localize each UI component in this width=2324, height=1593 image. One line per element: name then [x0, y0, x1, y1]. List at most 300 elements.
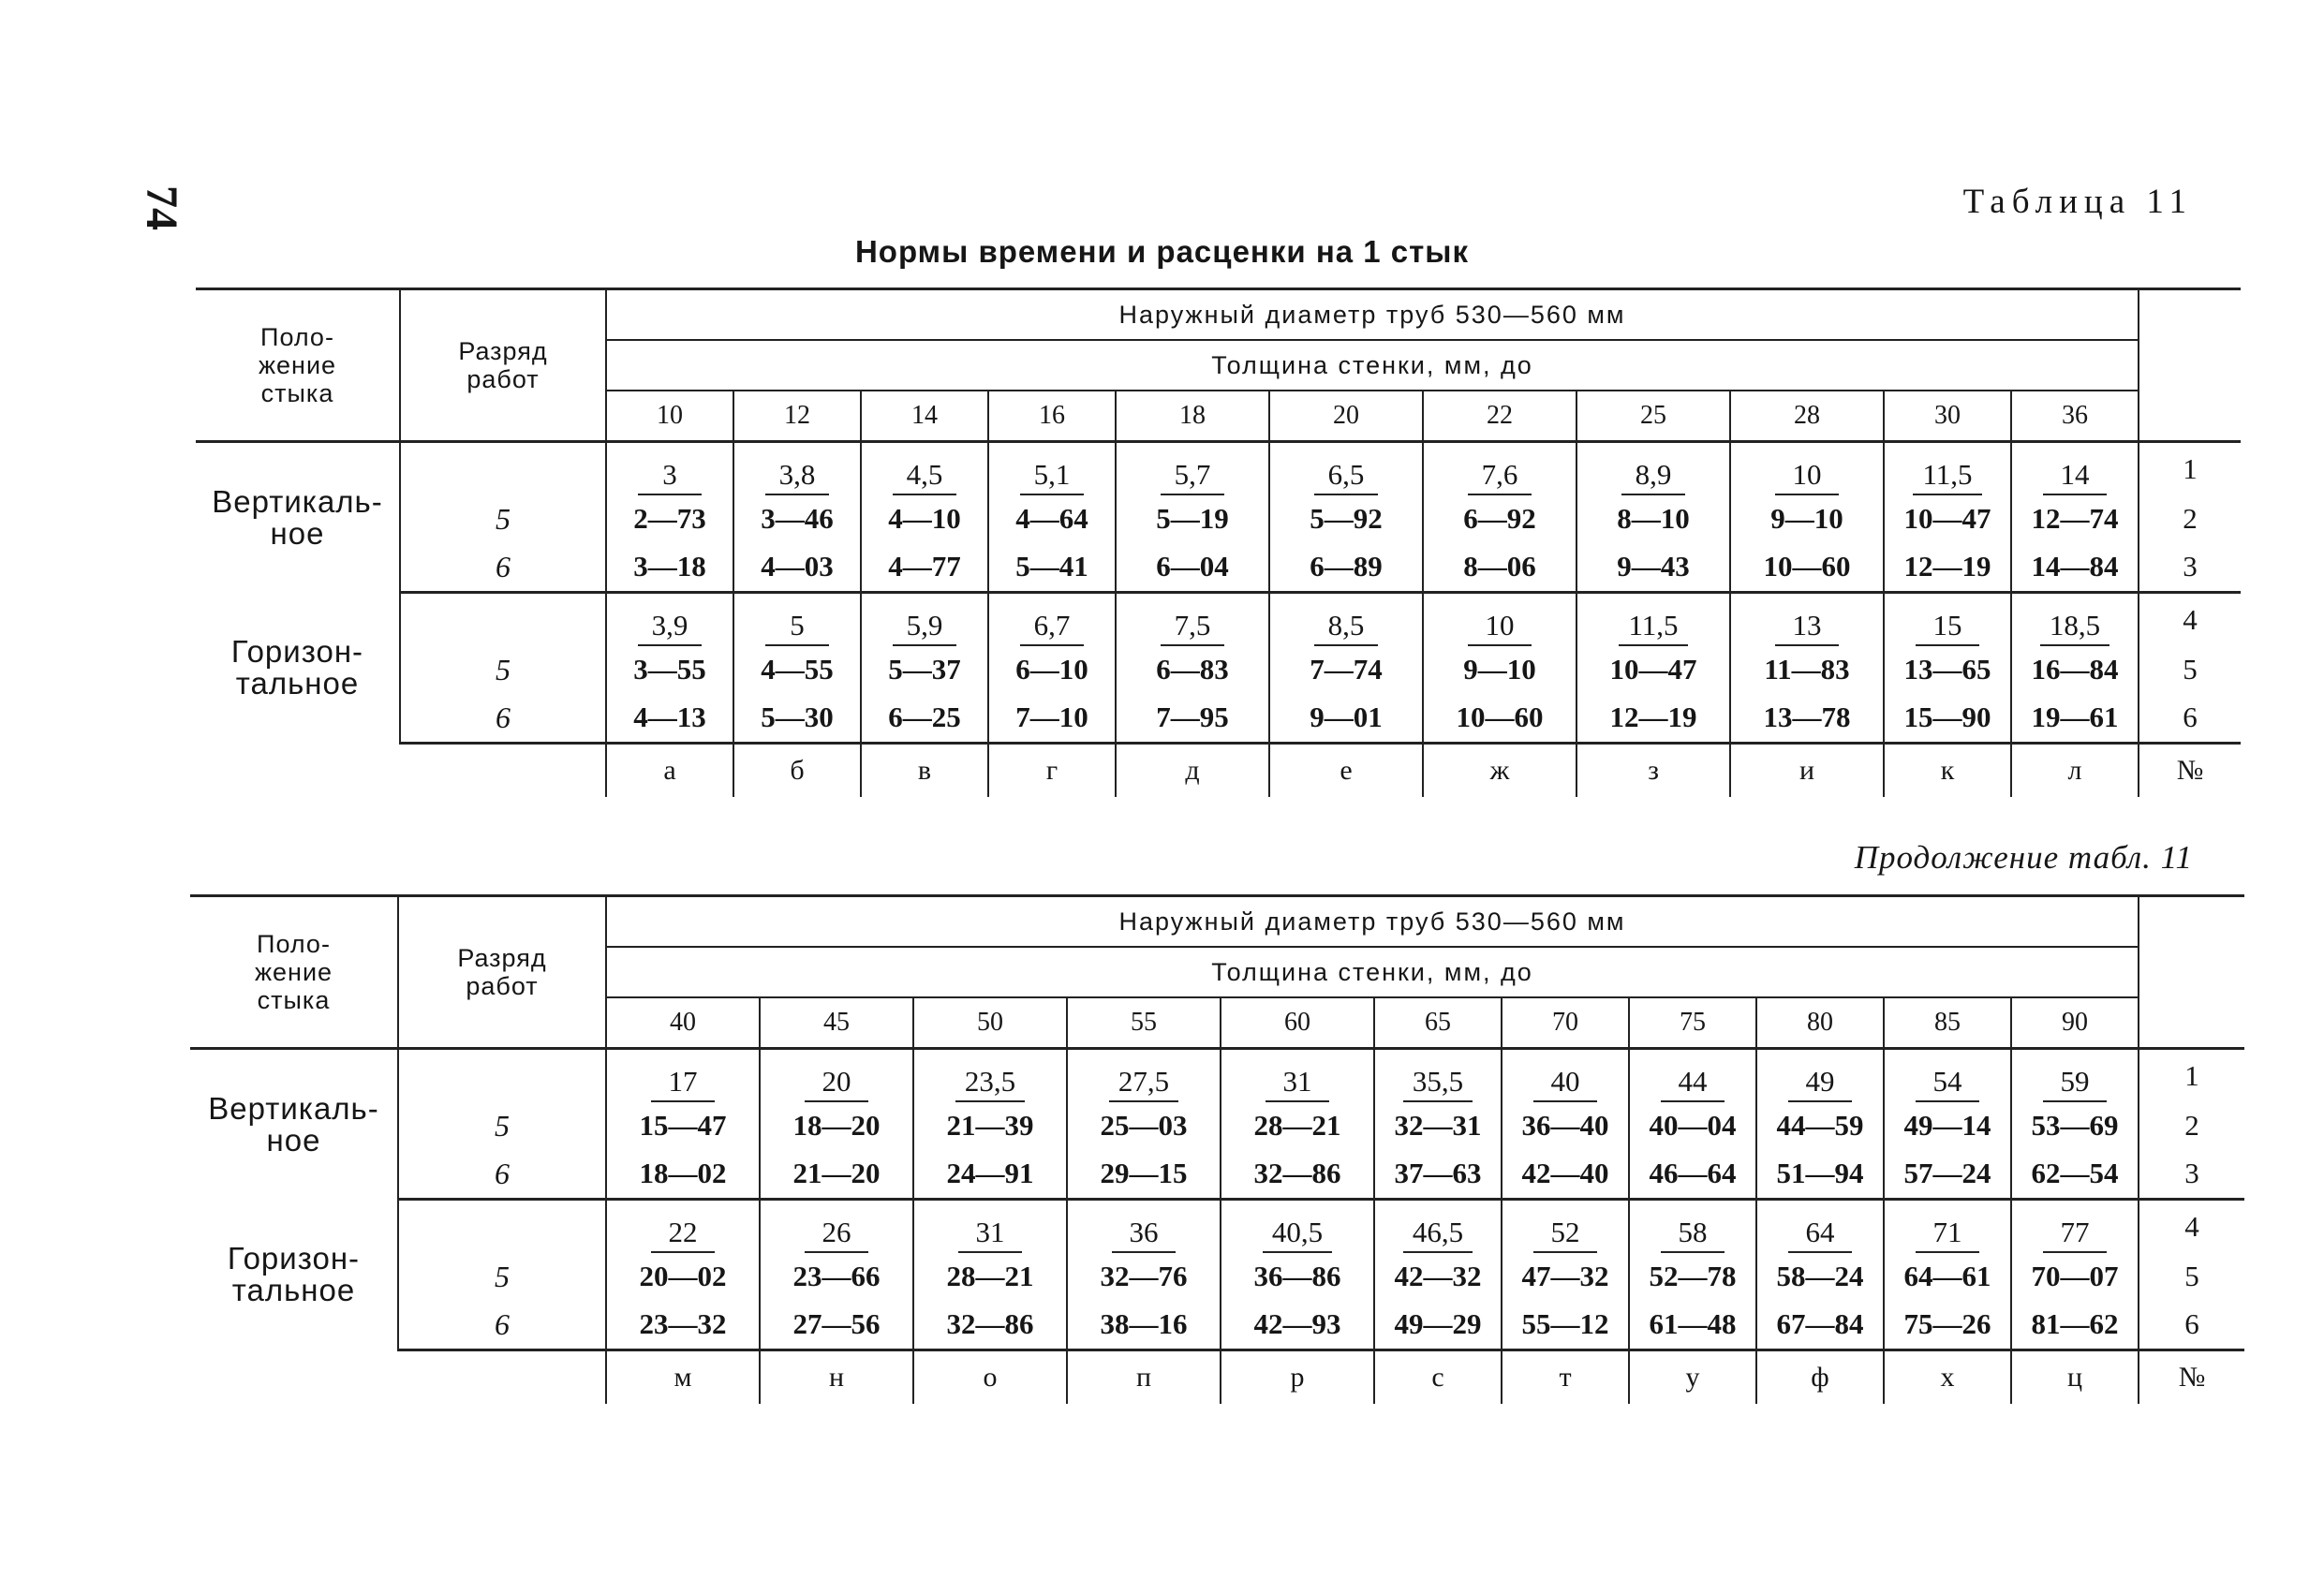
position-label-line: тальное — [231, 1273, 356, 1307]
rate-cell: 6—10 — [988, 646, 1116, 693]
rate-cell: 49—14 — [1884, 1102, 2011, 1149]
position-label-line: тальное — [235, 666, 360, 701]
rate-cell: 21—39 — [913, 1102, 1067, 1149]
column-letter: б — [733, 744, 861, 798]
thickness-value: 36 — [2011, 391, 2139, 442]
page-title: Нормы времени и расценки на 1 стык — [854, 234, 1470, 269]
rate-cell: 18—20 — [760, 1102, 913, 1149]
time-norm-value: 40 — [1533, 1065, 1597, 1102]
position-label-line: Вертикаль- — [212, 483, 383, 519]
time-norm-value: 3,8 — [765, 458, 829, 495]
time-norm-cell — [1423, 593, 1576, 647]
data-row-horizontal-rate5 — [196, 646, 2241, 693]
time-norm-cell — [1116, 442, 1269, 496]
time-norm-cell — [1269, 593, 1423, 647]
rate-cell: 7—95 — [1116, 693, 1269, 744]
time-norm-value: 31 — [958, 1216, 1022, 1253]
rank-header — [400, 289, 606, 442]
thickness-value: 85 — [1884, 997, 2011, 1049]
time-norm-cell — [913, 1049, 1067, 1103]
column-letter: н — [760, 1350, 913, 1405]
time-norm-value: 10 — [1775, 458, 1839, 495]
time-norm-cell — [2011, 442, 2139, 496]
row-number: 3 — [2139, 542, 2241, 593]
row-number: 1 — [2139, 442, 2241, 496]
time-norm-value: 17 — [651, 1065, 715, 1102]
rank-value: 5 — [398, 1102, 606, 1149]
thickness-value: 50 — [913, 997, 1067, 1049]
time-norm-cell — [760, 1200, 913, 1254]
thickness-value: 80 — [1756, 997, 1884, 1049]
thickness-value: 40 — [606, 997, 760, 1049]
thickness-value: 18 — [1116, 391, 1269, 442]
rate-cell: 4—55 — [733, 646, 861, 693]
letters-blank — [196, 744, 606, 798]
thickness-value: 45 — [760, 997, 913, 1049]
time-norm-value: 7,6 — [1468, 458, 1532, 495]
row-number-label: № — [2139, 744, 2241, 798]
data-row-horizontal-rate6 — [190, 1300, 2244, 1350]
rate-cell: 18—02 — [606, 1149, 760, 1200]
page-number: 74 — [137, 185, 186, 230]
row-number: 3 — [2139, 1149, 2244, 1200]
rate-cell: 28—21 — [1221, 1102, 1374, 1149]
rate-cell: 32—86 — [1221, 1149, 1374, 1200]
time-norm-cell — [1116, 593, 1269, 647]
thickness-value: 14 — [861, 391, 988, 442]
time-norm-cell — [2011, 1200, 2139, 1254]
time-norm-cell — [861, 593, 988, 647]
time-norm-value: 5 — [765, 609, 829, 646]
column-letter: у — [1629, 1350, 1756, 1405]
data-row-horizontal-rate5 — [190, 1253, 2244, 1300]
time-norm-value: 27,5 — [1109, 1065, 1178, 1102]
time-norm-value: 10 — [1468, 609, 1532, 646]
rate-cell: 13—65 — [1884, 646, 2011, 693]
thickness-value: 70 — [1502, 997, 1629, 1049]
time-norm-value: 35,5 — [1403, 1065, 1473, 1102]
rank-value: 6 — [398, 1300, 606, 1350]
rate-cell: 58—24 — [1756, 1253, 1884, 1300]
rate-cell: 32—31 — [1374, 1102, 1502, 1149]
time-norm-value: 40,5 — [1263, 1216, 1332, 1253]
position-header-line: жение — [258, 351, 337, 379]
column-letter: р — [1221, 1350, 1374, 1405]
time-norm-value: 71 — [1916, 1216, 1979, 1253]
time-norm-cell — [1576, 593, 1730, 647]
rate-cell: 81—62 — [2011, 1300, 2139, 1350]
position-header-line: стыка — [260, 379, 334, 407]
time-norm-value: 23,5 — [955, 1065, 1025, 1102]
time-norm-cell — [733, 593, 861, 647]
rate-cell: 2—73 — [606, 495, 733, 542]
rate-cell: 5—41 — [988, 542, 1116, 593]
rate-cell: 10—47 — [1576, 646, 1730, 693]
rate-cell: 10—47 — [1884, 495, 2011, 542]
time-norm-value: 64 — [1788, 1216, 1852, 1253]
position-label-line: ное — [266, 1122, 321, 1158]
rate-cell: 40—04 — [1629, 1102, 1756, 1149]
rate-cell: 12—19 — [1576, 693, 1730, 744]
rate-cell: 32—76 — [1067, 1253, 1221, 1300]
column-letter-row — [196, 744, 2241, 798]
rate-cell: 5—37 — [861, 646, 988, 693]
time-norm-value: 52 — [1533, 1216, 1597, 1253]
row-number: 6 — [2139, 693, 2241, 744]
letters-blank — [190, 1350, 606, 1405]
rate-cell: 8—10 — [1576, 495, 1730, 542]
thickness-value: 65 — [1374, 997, 1502, 1049]
time-norm-cell — [1067, 1200, 1221, 1254]
time-norm-cell — [1884, 1200, 2011, 1254]
time-norm-value: 5,9 — [893, 609, 956, 646]
rate-cell: 16—84 — [2011, 646, 2139, 693]
rate-cell: 11—83 — [1730, 646, 1884, 693]
rate-cell: 10—60 — [1423, 693, 1576, 744]
rate-cell: 10—60 — [1730, 542, 1884, 593]
time-norm-cell — [606, 593, 733, 647]
rate-cell: 5—92 — [1269, 495, 1423, 542]
column-letter: т — [1502, 1350, 1629, 1405]
time-norm-cell — [913, 1200, 1067, 1254]
time-norm-cell — [2011, 1049, 2139, 1103]
rate-cell: 3—55 — [606, 646, 733, 693]
column-letter: в — [861, 744, 988, 798]
rank-value — [398, 1049, 606, 1103]
position-header-line: стыка — [257, 986, 331, 1014]
time-norm-value: 59 — [2043, 1065, 2107, 1102]
rank-value: 6 — [400, 542, 606, 593]
time-norm-cell — [760, 1049, 913, 1103]
rate-cell: 5—19 — [1116, 495, 1269, 542]
time-norm-value: 36 — [1112, 1216, 1176, 1253]
time-norm-cell — [1756, 1200, 1884, 1254]
rank-header-line: работ — [466, 972, 539, 1000]
thickness-value: 30 — [1884, 391, 2011, 442]
header-row-diameter — [190, 896, 2244, 948]
thickness-value: 12 — [733, 391, 861, 442]
rate-cell: 47—32 — [1502, 1253, 1629, 1300]
position-label-horizontal — [190, 1200, 398, 1350]
column-letter: д — [1116, 744, 1269, 798]
position-header-line: Поло- — [260, 323, 334, 351]
row-number: 4 — [2139, 1200, 2244, 1254]
rate-cell: 9—01 — [1269, 693, 1423, 744]
column-letter: х — [1884, 1350, 2011, 1405]
time-norm-cell — [1730, 593, 1884, 647]
rate-cell: 7—74 — [1269, 646, 1423, 693]
time-norm-value: 46,5 — [1403, 1216, 1473, 1253]
rate-cell: 13—78 — [1730, 693, 1884, 744]
thickness-value: 25 — [1576, 391, 1730, 442]
row-number: 2 — [2139, 495, 2241, 542]
column-letter-row — [190, 1350, 2244, 1405]
row-number-label: № — [2139, 1350, 2244, 1405]
position-header — [196, 289, 400, 442]
time-norm-cell — [1884, 593, 2011, 647]
rate-cell: 27—56 — [760, 1300, 913, 1350]
time-norm-cell — [2011, 593, 2139, 647]
norms-table-1 — [196, 288, 2241, 797]
time-norm-value: 11,5 — [1619, 609, 1687, 646]
data-row-vertical-norm — [190, 1049, 2244, 1103]
time-norm-cell — [1374, 1049, 1502, 1103]
data-row-vertical-norm — [196, 442, 2241, 496]
time-norm-value: 58 — [1661, 1216, 1724, 1253]
time-norm-cell — [1374, 1200, 1502, 1254]
rate-cell: 37—63 — [1374, 1149, 1502, 1200]
time-norm-value: 77 — [2043, 1216, 2107, 1253]
column-letter: г — [988, 744, 1116, 798]
time-norm-value: 5,1 — [1020, 458, 1084, 495]
rate-cell: 42—32 — [1374, 1253, 1502, 1300]
column-letter: л — [2011, 744, 2139, 798]
time-norm-value: 18,5 — [2040, 609, 2109, 646]
rate-cell: 23—66 — [760, 1253, 913, 1300]
data-row-vertical-rate6 — [196, 542, 2241, 593]
time-norm-value: 26 — [805, 1216, 868, 1253]
rate-cell: 9—43 — [1576, 542, 1730, 593]
time-norm-value: 15 — [1916, 609, 1979, 646]
rate-cell: 51—94 — [1756, 1149, 1884, 1200]
row-number: 4 — [2139, 593, 2241, 647]
rate-cell: 4—77 — [861, 542, 988, 593]
time-norm-cell — [1730, 442, 1884, 496]
rate-cell: 62—54 — [2011, 1149, 2139, 1200]
time-norm-cell — [1576, 442, 1730, 496]
rate-cell: 12—19 — [1884, 542, 2011, 593]
position-header — [190, 896, 398, 1049]
rate-cell: 67—84 — [1756, 1300, 1884, 1350]
rate-cell: 6—92 — [1423, 495, 1576, 542]
time-norm-cell — [1269, 442, 1423, 496]
rate-cell: 5—30 — [733, 693, 861, 744]
time-norm-value: 6,7 — [1020, 609, 1084, 646]
rank-header-line: Разряд — [458, 337, 548, 365]
column-letter: и — [1730, 744, 1884, 798]
data-row-vertical-rate5 — [196, 495, 2241, 542]
diameter-header: Наружный диаметр труб 530—560 мм — [606, 289, 2139, 341]
rate-cell: 44—59 — [1756, 1102, 1884, 1149]
time-norm-cell — [1502, 1200, 1629, 1254]
position-label-line: ное — [270, 515, 325, 551]
column-letter: к — [1884, 744, 2011, 798]
time-norm-value: 20 — [805, 1065, 868, 1102]
rate-cell: 64—61 — [1884, 1253, 2011, 1300]
position-label-line: Горизон- — [230, 634, 364, 669]
column-letter: о — [913, 1350, 1067, 1405]
time-norm-cell — [1502, 1049, 1629, 1103]
rate-cell: 8—06 — [1423, 542, 1576, 593]
time-norm-cell — [733, 442, 861, 496]
rate-cell: 28—21 — [913, 1253, 1067, 1300]
row-number: 6 — [2139, 1300, 2244, 1350]
row-number: 5 — [2139, 1253, 2244, 1300]
time-norm-cell — [1221, 1200, 1374, 1254]
data-row-horizontal-norm — [196, 593, 2241, 647]
rank-value: 6 — [400, 693, 606, 744]
rate-cell: 52—78 — [1629, 1253, 1756, 1300]
rate-cell: 55—12 — [1502, 1300, 1629, 1350]
rate-cell: 46—64 — [1629, 1149, 1756, 1200]
rate-cell: 4—64 — [988, 495, 1116, 542]
rank-header — [398, 896, 606, 1049]
rate-cell: 9—10 — [1730, 495, 1884, 542]
rate-cell: 6—25 — [861, 693, 988, 744]
rate-cell: 61—48 — [1629, 1300, 1756, 1350]
time-norm-cell — [606, 442, 733, 496]
rate-cell: 12—74 — [2011, 495, 2139, 542]
time-norm-cell — [1423, 442, 1576, 496]
rate-cell: 15—47 — [606, 1102, 760, 1149]
thickness-value: 10 — [606, 391, 733, 442]
time-norm-value: 3,9 — [638, 609, 702, 646]
data-row-vertical-rate5 — [190, 1102, 2244, 1149]
position-label-line: Вертикаль- — [208, 1090, 379, 1126]
rank-value — [398, 1200, 606, 1254]
thickness-header: Толщина стенки, мм, до — [606, 947, 2139, 997]
thickness-value: 22 — [1423, 391, 1576, 442]
rate-cell: 24—91 — [913, 1149, 1067, 1200]
rate-cell: 4—10 — [861, 495, 988, 542]
rank-value — [400, 593, 606, 647]
rate-cell: 4—03 — [733, 542, 861, 593]
rate-cell: 4—13 — [606, 693, 733, 744]
rate-cell: 3—46 — [733, 495, 861, 542]
rate-cell: 70—07 — [2011, 1253, 2139, 1300]
continuation-label: Продолжение табл. 11 — [1854, 839, 2193, 876]
position-header-line: жение — [254, 958, 333, 986]
rate-cell: 14—84 — [2011, 542, 2139, 593]
thickness-value: 28 — [1730, 391, 1884, 442]
rank-value: 6 — [398, 1149, 606, 1200]
rate-cell: 19—61 — [2011, 693, 2139, 744]
time-norm-cell — [988, 593, 1116, 647]
rate-cell: 36—86 — [1221, 1253, 1374, 1300]
column-letter: м — [606, 1350, 760, 1405]
column-letter: п — [1067, 1350, 1221, 1405]
rate-cell: 57—24 — [1884, 1149, 2011, 1200]
time-norm-cell — [1629, 1049, 1756, 1103]
time-norm-value: 22 — [651, 1216, 715, 1253]
time-norm-value: 7,5 — [1161, 609, 1224, 646]
position-label-vertical — [190, 1049, 398, 1200]
rate-cell: 38—16 — [1067, 1300, 1221, 1350]
rank-value — [400, 442, 606, 496]
header-row-diameter — [196, 289, 2241, 341]
rate-cell: 23—32 — [606, 1300, 760, 1350]
time-norm-value: 13 — [1775, 609, 1839, 646]
norms-table-2 — [190, 894, 2244, 1404]
rate-cell: 32—86 — [913, 1300, 1067, 1350]
row-number-header — [2139, 896, 2244, 1049]
thickness-value: 16 — [988, 391, 1116, 442]
row-number: 2 — [2139, 1102, 2244, 1149]
position-header-line: Поло- — [257, 930, 331, 958]
time-norm-cell — [988, 442, 1116, 496]
time-norm-value: 31 — [1266, 1065, 1329, 1102]
rate-cell: 42—40 — [1502, 1149, 1629, 1200]
rate-cell: 6—04 — [1116, 542, 1269, 593]
rank-value: 5 — [398, 1253, 606, 1300]
time-norm-value: 5,7 — [1161, 458, 1224, 495]
data-row-horizontal-rate6 — [196, 693, 2241, 744]
row-number: 1 — [2139, 1049, 2244, 1103]
time-norm-value: 44 — [1661, 1065, 1724, 1102]
time-norm-cell — [1884, 1049, 2011, 1103]
time-norm-value: 49 — [1788, 1065, 1852, 1102]
time-norm-value: 8,9 — [1621, 458, 1685, 495]
thickness-value: 75 — [1629, 997, 1756, 1049]
thickness-value: 60 — [1221, 997, 1374, 1049]
rate-cell: 15—90 — [1884, 693, 2011, 744]
rate-cell: 42—93 — [1221, 1300, 1374, 1350]
column-letter: ц — [2011, 1350, 2139, 1405]
rate-cell: 49—29 — [1374, 1300, 1502, 1350]
rate-cell: 53—69 — [2011, 1102, 2139, 1149]
column-letter: е — [1269, 744, 1423, 798]
time-norm-value: 3 — [638, 458, 702, 495]
time-norm-value: 14 — [2043, 458, 2107, 495]
time-norm-value: 8,5 — [1314, 609, 1378, 646]
thickness-value: 20 — [1269, 391, 1423, 442]
time-norm-cell — [606, 1200, 760, 1254]
rate-cell: 29—15 — [1067, 1149, 1221, 1200]
rate-cell: 6—83 — [1116, 646, 1269, 693]
data-row-horizontal-norm — [190, 1200, 2244, 1254]
position-label-horizontal — [196, 593, 400, 744]
row-number: 5 — [2139, 646, 2241, 693]
column-letter: с — [1374, 1350, 1502, 1405]
time-norm-cell — [1067, 1049, 1221, 1103]
time-norm-cell — [1629, 1200, 1756, 1254]
time-norm-value: 4,5 — [893, 458, 956, 495]
rate-cell: 36—40 — [1502, 1102, 1629, 1149]
time-norm-cell — [1884, 442, 2011, 496]
position-label-vertical — [196, 442, 400, 593]
rate-cell: 6—89 — [1269, 542, 1423, 593]
rate-cell: 9—10 — [1423, 646, 1576, 693]
table-label: Таблица 11 — [1962, 183, 2193, 221]
time-norm-value: 54 — [1916, 1065, 1979, 1102]
column-letter: ф — [1756, 1350, 1884, 1405]
rate-cell: 3—18 — [606, 542, 733, 593]
time-norm-cell — [861, 442, 988, 496]
time-norm-cell — [1756, 1049, 1884, 1103]
thickness-value: 90 — [2011, 997, 2139, 1049]
time-norm-value: 11,5 — [1913, 458, 1981, 495]
thickness-header: Толщина стенки, мм, до — [606, 340, 2139, 391]
position-label-line: Горизон- — [227, 1241, 361, 1276]
thickness-value: 55 — [1067, 997, 1221, 1049]
column-letter: ж — [1423, 744, 1576, 798]
rank-header-line: работ — [466, 365, 540, 393]
column-letter: з — [1576, 744, 1730, 798]
column-letter: а — [606, 744, 733, 798]
rate-cell: 20—02 — [606, 1253, 760, 1300]
time-norm-value: 6,5 — [1314, 458, 1378, 495]
row-number-header — [2139, 289, 2241, 442]
rate-cell: 21—20 — [760, 1149, 913, 1200]
time-norm-cell — [1221, 1049, 1374, 1103]
time-norm-cell — [606, 1049, 760, 1103]
data-row-vertical-rate6 — [190, 1149, 2244, 1200]
rank-value: 5 — [400, 495, 606, 542]
diameter-header: Наружный диаметр труб 530—560 мм — [606, 896, 2139, 948]
rank-header-line: Разряд — [457, 944, 547, 972]
rate-cell: 75—26 — [1884, 1300, 2011, 1350]
rate-cell: 7—10 — [988, 693, 1116, 744]
